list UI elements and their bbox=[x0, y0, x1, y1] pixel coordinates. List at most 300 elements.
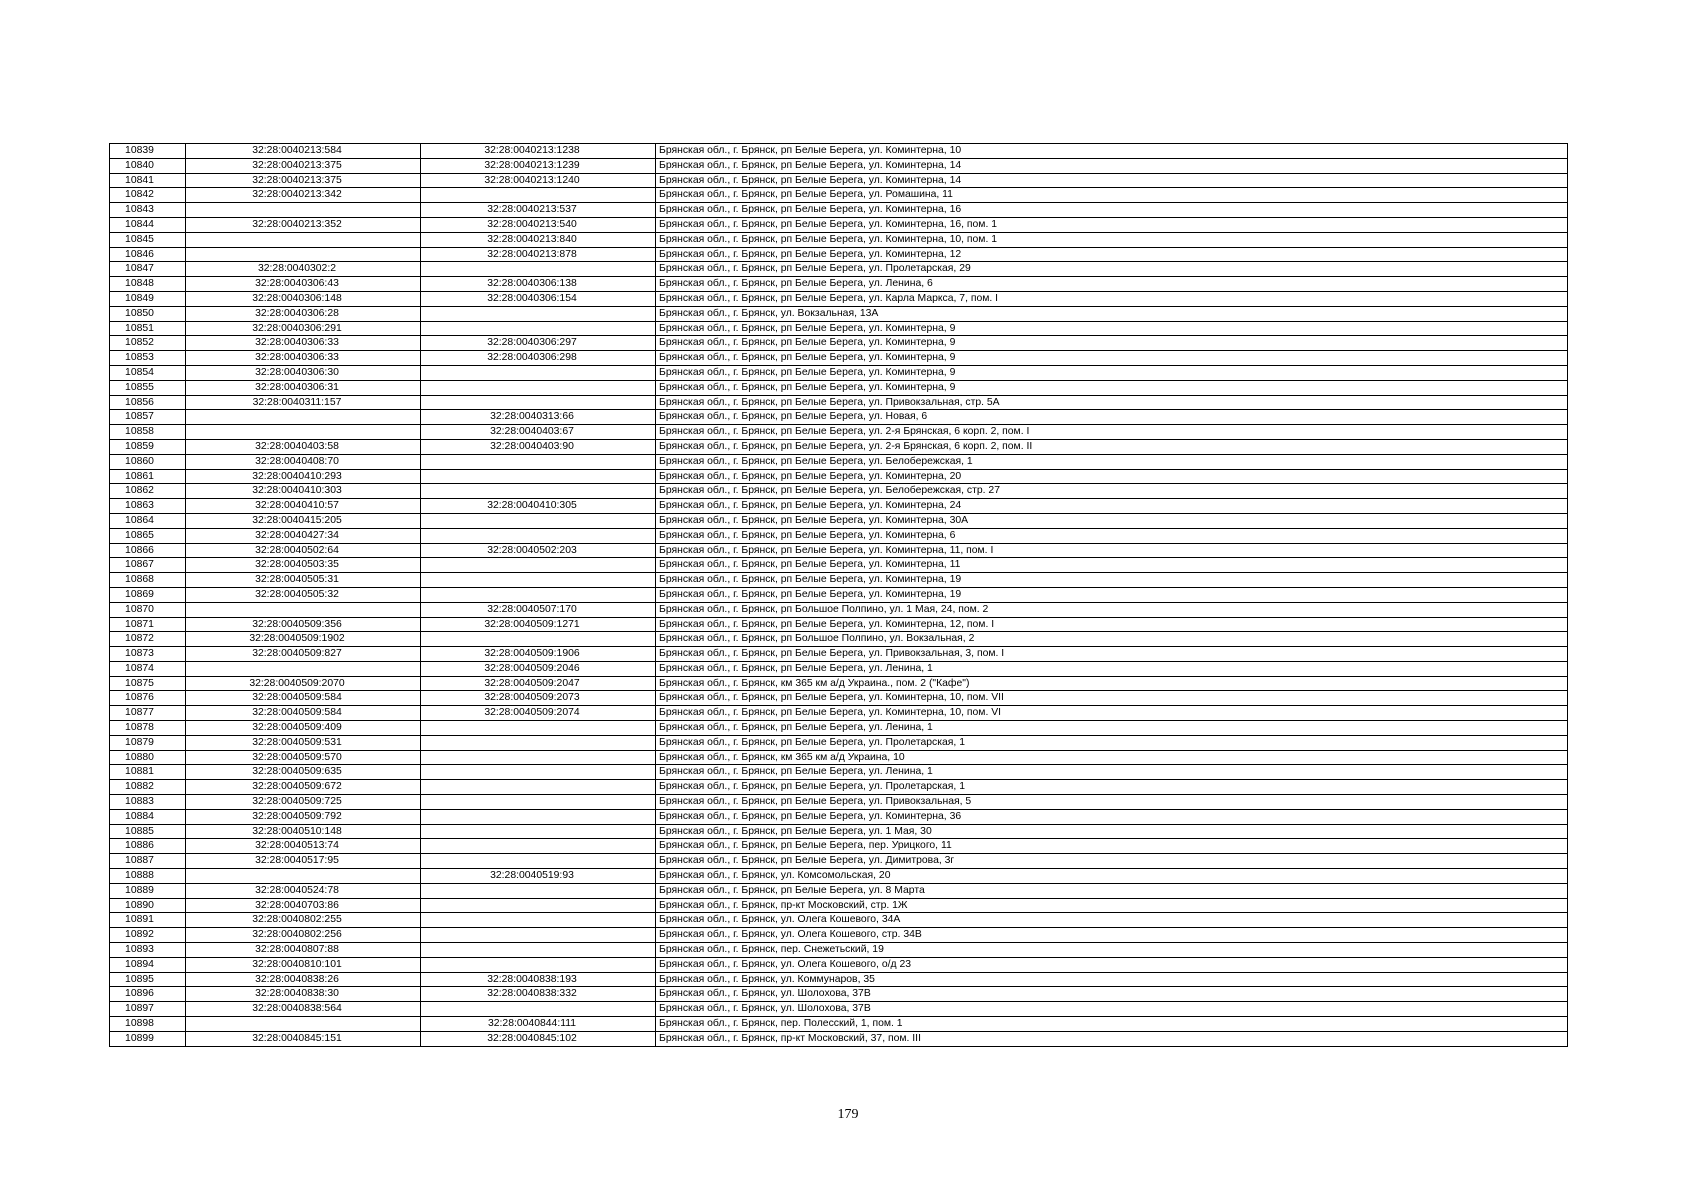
row-number-cell: 10855 bbox=[110, 380, 186, 395]
row-number-cell: 10886 bbox=[110, 839, 186, 854]
land-cadastral-number-cell: 32:28:0040810:101 bbox=[186, 957, 421, 972]
row-number-cell: 10899 bbox=[110, 1031, 186, 1046]
table-row bbox=[110, 395, 1568, 410]
address-cell: Брянская обл., г. Брянск, рп Белые Берега, ул. Коминтерна, 10, пом. VI bbox=[656, 706, 1568, 721]
building-cadastral-number-cell bbox=[421, 528, 656, 543]
building-cadastral-number-cell bbox=[421, 558, 656, 573]
building-cadastral-number-cell: 32:28:0040509:1906 bbox=[421, 647, 656, 662]
address-cell: Брянская обл., г. Брянск, рп Белые Берега, ул. Коминтерна, 12, пом. I bbox=[656, 617, 1568, 632]
row-number-cell: 10892 bbox=[110, 928, 186, 943]
building-cadastral-number-cell bbox=[421, 721, 656, 736]
row-number-cell: 10842 bbox=[110, 188, 186, 203]
building-cadastral-number-cell: 32:28:0040213:878 bbox=[421, 247, 656, 262]
land-cadastral-number-cell: 32:28:0040410:57 bbox=[186, 499, 421, 514]
address-cell: Брянская обл., г. Брянск, рп Белые Берега, ул. Ленина, 1 bbox=[656, 765, 1568, 780]
building-cadastral-number-cell: 32:28:0040213:537 bbox=[421, 203, 656, 218]
row-number-cell: 10891 bbox=[110, 913, 186, 928]
table-row bbox=[110, 217, 1568, 232]
building-cadastral-number-cell: 32:28:0040845:102 bbox=[421, 1031, 656, 1046]
row-number-cell: 10869 bbox=[110, 587, 186, 602]
table-row bbox=[110, 721, 1568, 736]
land-cadastral-number-cell: 32:28:0040415:205 bbox=[186, 513, 421, 528]
land-cadastral-number-cell bbox=[186, 247, 421, 262]
address-cell: Брянская обл., г. Брянск, рп Белые Берега, ул. Белобережская, стр. 27 bbox=[656, 484, 1568, 499]
table-row bbox=[110, 987, 1568, 1002]
land-cadastral-number-cell bbox=[186, 232, 421, 247]
table-row bbox=[110, 336, 1568, 351]
building-cadastral-number-cell bbox=[421, 380, 656, 395]
address-cell: Брянская обл., г. Брянск, ул. Олега Кошевого, о/д 23 bbox=[656, 957, 1568, 972]
building-cadastral-number-cell bbox=[421, 824, 656, 839]
table-row bbox=[110, 854, 1568, 869]
address-cell: Брянская обл., г. Брянск, рп Белые Берега, ул. Коминтерна, 16 bbox=[656, 203, 1568, 218]
address-cell: Брянская обл., г. Брянск, ул. Олега Кошевого, стр. 34В bbox=[656, 928, 1568, 943]
building-cadastral-number-cell bbox=[421, 587, 656, 602]
table-row bbox=[110, 144, 1568, 159]
building-cadastral-number-cell: 32:28:0040213:1240 bbox=[421, 173, 656, 188]
land-cadastral-number-cell: 32:28:0040509:356 bbox=[186, 617, 421, 632]
land-cadastral-number-cell: 32:28:0040509:827 bbox=[186, 647, 421, 662]
address-cell: Брянская обл., г. Брянск, рп Белые Берега, ул. 2-я Брянская, 6 корп. 2, пом. II bbox=[656, 439, 1568, 454]
building-cadastral-number-cell: 32:28:0040509:1271 bbox=[421, 617, 656, 632]
land-cadastral-number-cell: 32:28:0040509:792 bbox=[186, 809, 421, 824]
table-row bbox=[110, 513, 1568, 528]
row-number-cell: 10847 bbox=[110, 262, 186, 277]
land-cadastral-number-cell: 32:28:0040838:26 bbox=[186, 972, 421, 987]
land-cadastral-number-cell: 32:28:0040427:34 bbox=[186, 528, 421, 543]
land-cadastral-number-cell: 32:28:0040509:570 bbox=[186, 750, 421, 765]
land-cadastral-number-cell: 32:28:0040403:58 bbox=[186, 439, 421, 454]
table-row bbox=[110, 750, 1568, 765]
row-number-cell: 10895 bbox=[110, 972, 186, 987]
building-cadastral-number-cell: 32:28:0040213:840 bbox=[421, 232, 656, 247]
row-number-cell: 10872 bbox=[110, 632, 186, 647]
land-cadastral-number-cell: 32:28:0040703:86 bbox=[186, 898, 421, 913]
land-cadastral-number-cell: 32:28:0040845:151 bbox=[186, 1031, 421, 1046]
table-row bbox=[110, 617, 1568, 632]
building-cadastral-number-cell bbox=[421, 913, 656, 928]
building-cadastral-number-cell: 32:28:0040306:138 bbox=[421, 277, 656, 292]
table-row bbox=[110, 380, 1568, 395]
row-number-cell: 10859 bbox=[110, 439, 186, 454]
address-cell: Брянская обл., г. Брянск, рп Белые Берега, ул. Пролетарская, 29 bbox=[656, 262, 1568, 277]
row-number-cell: 10843 bbox=[110, 203, 186, 218]
land-cadastral-number-cell: 32:28:0040410:293 bbox=[186, 469, 421, 484]
address-cell: Брянская обл., г. Брянск, рп Большое Полпино, ул. 1 Мая, 24, пом. 2 bbox=[656, 602, 1568, 617]
land-cadastral-number-cell bbox=[186, 203, 421, 218]
address-cell: Брянская обл., г. Брянск, рп Белые Берега, ул. Коминтерна, 30А bbox=[656, 513, 1568, 528]
building-cadastral-number-cell: 32:28:0040213:1238 bbox=[421, 144, 656, 159]
row-number-cell: 10877 bbox=[110, 706, 186, 721]
land-cadastral-number-cell: 32:28:0040509:725 bbox=[186, 795, 421, 810]
land-cadastral-number-cell: 32:28:0040306:43 bbox=[186, 277, 421, 292]
row-number-cell: 10884 bbox=[110, 809, 186, 824]
building-cadastral-number-cell bbox=[421, 809, 656, 824]
table-row bbox=[110, 647, 1568, 662]
land-cadastral-number-cell: 32:28:0040505:31 bbox=[186, 573, 421, 588]
row-number-cell: 10860 bbox=[110, 454, 186, 469]
address-cell: Брянская обл., г. Брянск, рп Белые Берега, ул. Коминтерна, 10, пом. 1 bbox=[656, 232, 1568, 247]
address-cell: Брянская обл., г. Брянск, км 365 км а/д Украина., пом. 2 ("Кафе") bbox=[656, 676, 1568, 691]
address-cell: Брянская обл., г. Брянск, ул. Шолохова, 37В bbox=[656, 1002, 1568, 1017]
row-number-cell: 10852 bbox=[110, 336, 186, 351]
row-number-cell: 10849 bbox=[110, 291, 186, 306]
building-cadastral-number-cell bbox=[421, 854, 656, 869]
address-cell: Брянская обл., г. Брянск, рп Белые Берега, ул. Коминтерна, 6 bbox=[656, 528, 1568, 543]
address-cell: Брянская обл., г. Брянск, рп Белые Берега, ул. Коминтерна, 24 bbox=[656, 499, 1568, 514]
table-row bbox=[110, 928, 1568, 943]
building-cadastral-number-cell: 32:28:0040306:154 bbox=[421, 291, 656, 306]
address-cell: Брянская обл., г. Брянск, рп Белые Берега, ул. Пролетарская, 1 bbox=[656, 780, 1568, 795]
row-number-cell: 10873 bbox=[110, 647, 186, 662]
table-row bbox=[110, 306, 1568, 321]
address-cell: Брянская обл., г. Брянск, рп Белые Берега, ул. Ленина, 1 bbox=[656, 661, 1568, 676]
address-cell: Брянская обл., г. Брянск, рп Белые Берега, ул. Коминтерна, 19 bbox=[656, 573, 1568, 588]
building-cadastral-number-cell: 32:28:0040509:2046 bbox=[421, 661, 656, 676]
building-cadastral-number-cell bbox=[421, 513, 656, 528]
table-row bbox=[110, 839, 1568, 854]
table-row bbox=[110, 543, 1568, 558]
building-cadastral-number-cell bbox=[421, 750, 656, 765]
building-cadastral-number-cell bbox=[421, 321, 656, 336]
address-cell: Брянская обл., г. Брянск, рп Белые Берега, ул. Коминтерна, 12 bbox=[656, 247, 1568, 262]
address-cell: Брянская обл., г. Брянск, рп Белые Берега, ул. Карла Маркса, 7, пом. I bbox=[656, 291, 1568, 306]
address-cell: Брянская обл., г. Брянск, рп Белые Берега, ул. Новая, 6 bbox=[656, 410, 1568, 425]
table-row bbox=[110, 661, 1568, 676]
row-number-cell: 10879 bbox=[110, 735, 186, 750]
land-cadastral-number-cell: 32:28:0040509:584 bbox=[186, 691, 421, 706]
building-cadastral-number-cell bbox=[421, 188, 656, 203]
address-cell: Брянская обл., г. Брянск, рп Белые Берега, ул. Коминтерна, 9 bbox=[656, 336, 1568, 351]
row-number-cell: 10866 bbox=[110, 543, 186, 558]
table-row bbox=[110, 765, 1568, 780]
row-number-cell: 10858 bbox=[110, 425, 186, 440]
row-number-cell: 10851 bbox=[110, 321, 186, 336]
table-row bbox=[110, 587, 1568, 602]
row-number-cell: 10864 bbox=[110, 513, 186, 528]
address-cell: Брянская обл., г. Брянск, рп Белые Берега, ул. Коминтерна, 10, пом. VII bbox=[656, 691, 1568, 706]
table-row bbox=[110, 883, 1568, 898]
land-cadastral-number-cell: 32:28:0040807:88 bbox=[186, 943, 421, 958]
table-row bbox=[110, 528, 1568, 543]
table-row bbox=[110, 632, 1568, 647]
land-cadastral-number-cell: 32:28:0040509:531 bbox=[186, 735, 421, 750]
building-cadastral-number-cell: 32:28:0040844:111 bbox=[421, 1017, 656, 1032]
row-number-cell: 10853 bbox=[110, 351, 186, 366]
table-row bbox=[110, 913, 1568, 928]
building-cadastral-number-cell: 32:28:0040306:298 bbox=[421, 351, 656, 366]
table-row bbox=[110, 735, 1568, 750]
address-cell: Брянская обл., г. Брянск, рп Белые Берега, ул. Привокзальная, стр. 5А bbox=[656, 395, 1568, 410]
row-number-cell: 10898 bbox=[110, 1017, 186, 1032]
row-number-cell: 10874 bbox=[110, 661, 186, 676]
building-cadastral-number-cell: 32:28:0040213:1239 bbox=[421, 158, 656, 173]
address-cell: Брянская обл., г. Брянск, рп Белые Берега, ул. Привокзальная, 3, пом. I bbox=[656, 647, 1568, 662]
land-cadastral-number-cell: 32:28:0040306:31 bbox=[186, 380, 421, 395]
building-cadastral-number-cell: 32:28:0040509:2074 bbox=[421, 706, 656, 721]
land-cadastral-number-cell: 32:28:0040502:64 bbox=[186, 543, 421, 558]
table-row bbox=[110, 1017, 1568, 1032]
address-cell: Брянская обл., г. Брянск, пер. Полесский, 1, пом. 1 bbox=[656, 1017, 1568, 1032]
address-cell: Брянская обл., г. Брянск, ул. Коммунаров, 35 bbox=[656, 972, 1568, 987]
row-number-cell: 10840 bbox=[110, 158, 186, 173]
row-number-cell: 10876 bbox=[110, 691, 186, 706]
building-cadastral-number-cell bbox=[421, 943, 656, 958]
address-cell: Брянская обл., г. Брянск, км 365 км а/д Украина, 10 bbox=[656, 750, 1568, 765]
table-row bbox=[110, 484, 1568, 499]
address-cell: Брянская обл., г. Брянск, рп Белые Берега, ул. Димитрова, 3г bbox=[656, 854, 1568, 869]
address-cell: Брянская обл., г. Брянск, рп Белые Берега, ул. Пролетарская, 1 bbox=[656, 735, 1568, 750]
building-cadastral-number-cell: 32:28:0040306:297 bbox=[421, 336, 656, 351]
land-cadastral-number-cell: 32:28:0040505:32 bbox=[186, 587, 421, 602]
page-number: 179 bbox=[837, 1107, 859, 1122]
building-cadastral-number-cell bbox=[421, 395, 656, 410]
table-row bbox=[110, 351, 1568, 366]
land-cadastral-number-cell bbox=[186, 425, 421, 440]
table-row bbox=[110, 573, 1568, 588]
land-cadastral-number-cell: 32:28:0040802:255 bbox=[186, 913, 421, 928]
building-cadastral-number-cell bbox=[421, 883, 656, 898]
row-number-cell: 10844 bbox=[110, 217, 186, 232]
row-number-cell: 10863 bbox=[110, 499, 186, 514]
row-number-cell: 10887 bbox=[110, 854, 186, 869]
row-number-cell: 10862 bbox=[110, 484, 186, 499]
building-cadastral-number-cell: 32:28:0040313:66 bbox=[421, 410, 656, 425]
table-row bbox=[110, 321, 1568, 336]
land-cadastral-number-cell: 32:28:0040306:30 bbox=[186, 365, 421, 380]
land-cadastral-number-cell: 32:28:0040517:95 bbox=[186, 854, 421, 869]
address-cell: Брянская обл., г. Брянск, ул. Вокзальная, 13А bbox=[656, 306, 1568, 321]
building-cadastral-number-cell bbox=[421, 1002, 656, 1017]
address-cell: Брянская обл., г. Брянск, рп Белые Берега, ул. Коминтерна, 14 bbox=[656, 158, 1568, 173]
land-cadastral-number-cell: 32:28:0040306:33 bbox=[186, 351, 421, 366]
land-cadastral-number-cell: 32:28:0040213:375 bbox=[186, 158, 421, 173]
row-number-cell: 10893 bbox=[110, 943, 186, 958]
land-cadastral-number-cell: 32:28:0040510:148 bbox=[186, 824, 421, 839]
address-cell: Брянская обл., г. Брянск, рп Белые Берега, ул. Коминтерна, 9 bbox=[656, 321, 1568, 336]
land-cadastral-number-cell: 32:28:0040513:74 bbox=[186, 839, 421, 854]
building-cadastral-number-cell: 32:28:0040410:305 bbox=[421, 499, 656, 514]
table-row bbox=[110, 188, 1568, 203]
row-number-cell: 10868 bbox=[110, 573, 186, 588]
address-cell: Брянская обл., г. Брянск, рп Белые Берега, ул. Привокзальная, 5 bbox=[656, 795, 1568, 810]
address-cell: Брянская обл., г. Брянск, рп Белые Берега, ул. Коминтерна, 9 bbox=[656, 351, 1568, 366]
building-cadastral-number-cell bbox=[421, 735, 656, 750]
table-row bbox=[110, 898, 1568, 913]
table-row bbox=[110, 943, 1568, 958]
table-row bbox=[110, 365, 1568, 380]
row-number-cell: 10890 bbox=[110, 898, 186, 913]
table-row bbox=[110, 795, 1568, 810]
table-row bbox=[110, 499, 1568, 514]
row-number-cell: 10867 bbox=[110, 558, 186, 573]
land-cadastral-number-cell: 32:28:0040311:157 bbox=[186, 395, 421, 410]
address-cell: Брянская обл., г. Брянск, ул. Шолохова, 37В bbox=[656, 987, 1568, 1002]
table-row bbox=[110, 232, 1568, 247]
table-row bbox=[110, 203, 1568, 218]
building-cadastral-number-cell: 32:28:0040502:203 bbox=[421, 543, 656, 558]
row-number-cell: 10857 bbox=[110, 410, 186, 425]
table-row bbox=[110, 957, 1568, 972]
table-body bbox=[110, 144, 1568, 1047]
table-row bbox=[110, 410, 1568, 425]
building-cadastral-number-cell bbox=[421, 898, 656, 913]
table-row bbox=[110, 425, 1568, 440]
address-cell: Брянская обл., г. Брянск, рп Белые Берега, ул. Коминтерна, 9 bbox=[656, 380, 1568, 395]
row-number-cell: 10865 bbox=[110, 528, 186, 543]
address-cell: Брянская обл., г. Брянск, пр-кт Московский, стр. 1Ж bbox=[656, 898, 1568, 913]
address-cell: Брянская обл., г. Брянск, рп Белые Берега, ул. Коминтерна, 14 bbox=[656, 173, 1568, 188]
building-cadastral-number-cell bbox=[421, 839, 656, 854]
address-cell: Брянская обл., г. Брянск, пер. Снежетьский, 19 bbox=[656, 943, 1568, 958]
table-row bbox=[110, 262, 1568, 277]
land-cadastral-number-cell bbox=[186, 1017, 421, 1032]
row-number-cell: 10889 bbox=[110, 883, 186, 898]
address-cell: Брянская обл., г. Брянск, рп Белые Берега, ул. Коминтерна, 20 bbox=[656, 469, 1568, 484]
land-cadastral-number-cell: 32:28:0040306:291 bbox=[186, 321, 421, 336]
land-cadastral-number-cell: 32:28:0040213:352 bbox=[186, 217, 421, 232]
building-cadastral-number-cell: 32:28:0040213:540 bbox=[421, 217, 656, 232]
table-row bbox=[110, 809, 1568, 824]
land-cadastral-number-cell: 32:28:0040306:148 bbox=[186, 291, 421, 306]
building-cadastral-number-cell bbox=[421, 469, 656, 484]
address-cell: Брянская обл., г. Брянск, рп Белые Берега, ул. Коминтерна, 16, пом. 1 bbox=[656, 217, 1568, 232]
address-cell: Брянская обл., г. Брянск, рп Белые Берега, ул. Белобережская, 1 bbox=[656, 454, 1568, 469]
land-cadastral-number-cell bbox=[186, 661, 421, 676]
address-cell: Брянская обл., г. Брянск, пр-кт Московский, 37, пом. III bbox=[659, 1032, 921, 1044]
row-number-cell: 10896 bbox=[110, 987, 186, 1002]
address-cell: Брянская обл., г. Брянск, рп Белые Берега, ул. Коминтерна, 10 bbox=[656, 144, 1568, 159]
row-number-cell: 10850 bbox=[110, 306, 186, 321]
building-cadastral-number-cell bbox=[421, 632, 656, 647]
land-cadastral-number-cell: 32:28:0040838:564 bbox=[186, 1002, 421, 1017]
table-row bbox=[110, 780, 1568, 795]
row-number-cell: 10897 bbox=[110, 1002, 186, 1017]
table-row bbox=[110, 676, 1568, 691]
land-cadastral-number-cell: 32:28:0040509:409 bbox=[186, 721, 421, 736]
address-cell: Брянская обл., г. Брянск, ул. Комсомольская, 20 bbox=[656, 869, 1568, 884]
row-number-cell: 10880 bbox=[110, 750, 186, 765]
address-cell: Брянская обл., г. Брянск, рп Белые Берега, ул. Коминтерна, 9 bbox=[656, 365, 1568, 380]
row-number-cell: 10841 bbox=[110, 173, 186, 188]
address-cell: Брянская обл., г. Брянск, рп Белые Берега, ул. 2-я Брянская, 6 корп. 2, пом. I bbox=[656, 425, 1568, 440]
table-row bbox=[110, 277, 1568, 292]
land-cadastral-number-cell: 32:28:0040524:78 bbox=[186, 883, 421, 898]
address-cell: Брянская обл., г. Брянск, рп Белые Берега, ул. Ромашина, 11 bbox=[656, 188, 1568, 203]
table-row bbox=[110, 158, 1568, 173]
row-number-cell: 10885 bbox=[110, 824, 186, 839]
building-cadastral-number-cell bbox=[421, 365, 656, 380]
building-cadastral-number-cell: 32:28:0040403:67 bbox=[421, 425, 656, 440]
row-number-cell: 10881 bbox=[110, 765, 186, 780]
row-number-cell: 10861 bbox=[110, 469, 186, 484]
building-cadastral-number-cell bbox=[421, 957, 656, 972]
row-number-cell: 10888 bbox=[110, 869, 186, 884]
building-cadastral-number-cell: 32:28:0040403:90 bbox=[421, 439, 656, 454]
table-row bbox=[110, 558, 1568, 573]
land-cadastral-number-cell: 32:28:0040509:1902 bbox=[186, 632, 421, 647]
land-cadastral-number-cell: 32:28:0040509:584 bbox=[186, 706, 421, 721]
address-cell: Брянская обл., г. Брянск, рп Белые Берега, ул. Коминтерна, 36 bbox=[656, 809, 1568, 824]
land-cadastral-number-cell: 32:28:0040213:584 bbox=[186, 144, 421, 159]
address-cell: Брянская обл., г. Брянск, ул. Олега Кошевого, 34А bbox=[656, 913, 1568, 928]
row-number-cell: 10882 bbox=[110, 780, 186, 795]
address-cell: Брянская обл., г. Брянск, рп Белые Берега, ул. Ленина, 6 bbox=[656, 277, 1568, 292]
table-row bbox=[110, 439, 1568, 454]
building-cadastral-number-cell: 32:28:0040838:193 bbox=[421, 972, 656, 987]
row-number-cell: 10870 bbox=[110, 602, 186, 617]
address-cell: Брянская обл., г. Брянск, рп Белые Берега, ул. Коминтерна, 11 bbox=[656, 558, 1568, 573]
land-cadastral-number-cell: 32:28:0040410:303 bbox=[186, 484, 421, 499]
land-cadastral-number-cell: 32:28:0040503:35 bbox=[186, 558, 421, 573]
building-cadastral-number-cell: 32:28:0040519:93 bbox=[421, 869, 656, 884]
table-row bbox=[110, 691, 1568, 706]
building-cadastral-number-cell bbox=[421, 454, 656, 469]
table-row bbox=[110, 454, 1568, 469]
address-cell: Брянская обл., г. Брянск, рп Белые Берега, ул. Ленина, 1 bbox=[656, 721, 1568, 736]
land-cadastral-number-cell: 32:28:0040306:33 bbox=[186, 336, 421, 351]
land-cadastral-number-cell: 32:28:0040213:375 bbox=[186, 173, 421, 188]
building-cadastral-number-cell: 32:28:0040509:2047 bbox=[421, 676, 656, 691]
row-number-cell: 10883 bbox=[110, 795, 186, 810]
building-cadastral-number-cell: 32:28:0040509:2073 bbox=[421, 691, 656, 706]
table-row bbox=[110, 469, 1568, 484]
table-row bbox=[110, 824, 1568, 839]
row-number-cell: 10846 bbox=[110, 247, 186, 262]
table-row bbox=[110, 291, 1568, 306]
table-row bbox=[110, 972, 1568, 987]
land-cadastral-number-cell bbox=[186, 602, 421, 617]
building-cadastral-number-cell: 32:28:0040507:170 bbox=[421, 602, 656, 617]
address-cell: Брянская обл., г. Брянск, рп Белые Берега, пер. Урицкого, 11 bbox=[656, 839, 1568, 854]
address-cell: Брянская обл., г. Брянск, рп Белые Берега, ул. 8 Марта bbox=[656, 883, 1568, 898]
land-cadastral-number-cell: 32:28:0040302:2 bbox=[186, 262, 421, 277]
table-row bbox=[110, 706, 1568, 721]
land-cadastral-number-cell: 32:28:0040306:28 bbox=[186, 306, 421, 321]
row-number-cell: 10854 bbox=[110, 365, 186, 380]
row-number-cell: 10845 bbox=[110, 232, 186, 247]
table-row bbox=[110, 1031, 1568, 1046]
land-cadastral-number-cell: 32:28:0040509:635 bbox=[186, 765, 421, 780]
table-row bbox=[110, 602, 1568, 617]
building-cadastral-number-cell bbox=[421, 484, 656, 499]
land-cadastral-number-cell: 32:28:0040408:70 bbox=[186, 454, 421, 469]
building-cadastral-number-cell bbox=[421, 262, 656, 277]
row-number-cell: 10894 bbox=[110, 957, 186, 972]
building-cadastral-number-cell bbox=[421, 780, 656, 795]
table-row bbox=[110, 247, 1568, 262]
building-cadastral-number-cell: 32:28:0040838:332 bbox=[421, 987, 656, 1002]
row-number-cell: 10871 bbox=[110, 617, 186, 632]
table-row bbox=[110, 869, 1568, 884]
building-cadastral-number-cell bbox=[421, 573, 656, 588]
row-number-cell: 10856 bbox=[110, 395, 186, 410]
row-number-cell: 10848 bbox=[110, 277, 186, 292]
address-cell: Брянская обл., г. Брянск, рп Белые Берега, ул. 1 Мая, 30 bbox=[656, 824, 1568, 839]
land-cadastral-number-cell: 32:28:0040802:256 bbox=[186, 928, 421, 943]
row-number-cell: 10878 bbox=[110, 721, 186, 736]
address-cell: Брянская обл., г. Брянск, рп Белые Берега, ул. Коминтерна, 19 bbox=[656, 587, 1568, 602]
address-cell: Брянская обл., г. Брянск, рп Белые Берега, ул. Коминтерна, 11, пом. I bbox=[656, 543, 1568, 558]
land-cadastral-number-cell: 32:28:0040509:672 bbox=[186, 780, 421, 795]
land-cadastral-number-cell: 32:28:0040838:30 bbox=[186, 987, 421, 1002]
row-number-cell: 10875 bbox=[110, 676, 186, 691]
building-cadastral-number-cell bbox=[421, 765, 656, 780]
row-number-cell: 10839 bbox=[110, 144, 186, 159]
table-row bbox=[110, 173, 1568, 188]
land-cadastral-number-cell bbox=[186, 869, 421, 884]
table-row bbox=[110, 1002, 1568, 1017]
